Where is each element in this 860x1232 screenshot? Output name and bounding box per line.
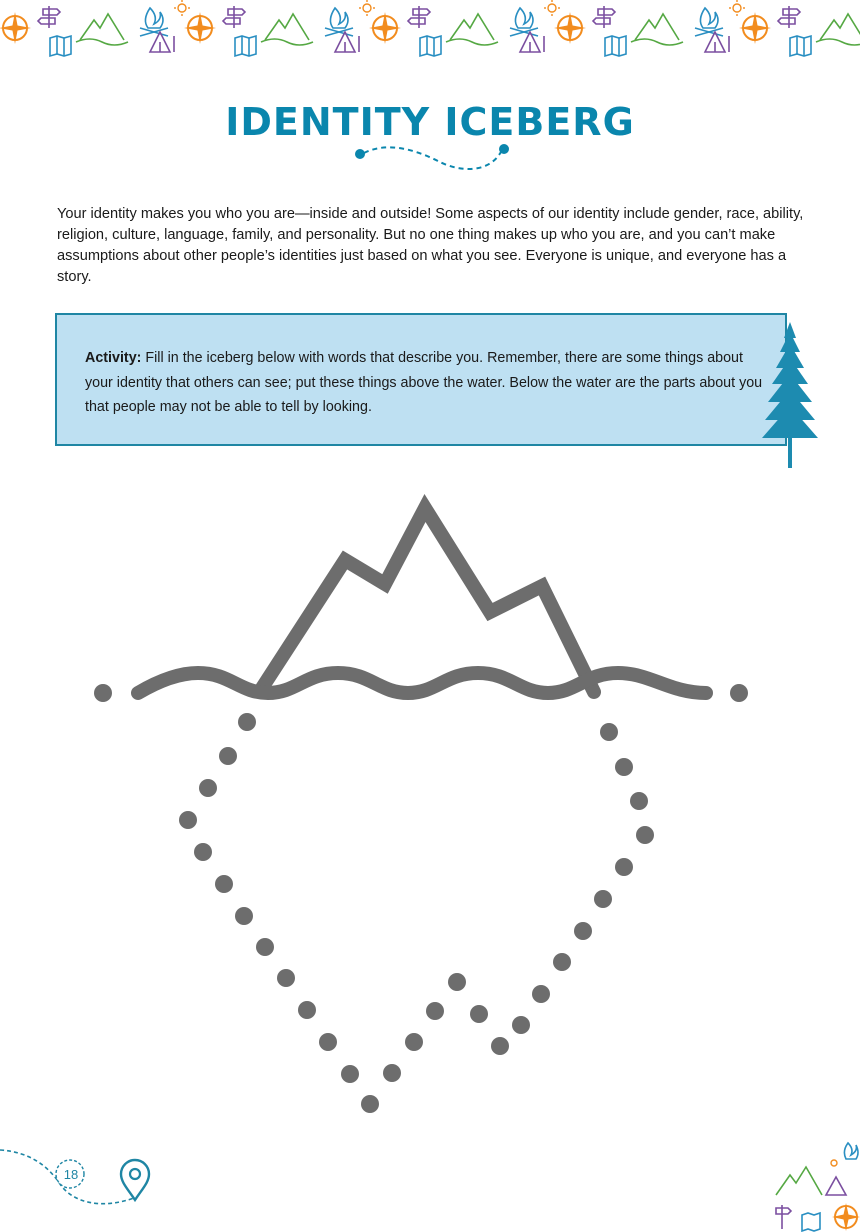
tent-icon [150, 32, 174, 52]
tent-icon [826, 1177, 846, 1195]
activity-instructions [85, 346, 765, 420]
map-icon [802, 1213, 820, 1231]
iceberg-underwater-dots [179, 713, 654, 1113]
location-pin-icon [121, 1160, 149, 1200]
page-number: 18 [63, 1167, 79, 1182]
campfire-icon [140, 8, 168, 36]
iceberg-tip [262, 508, 594, 692]
map-icon [50, 36, 71, 56]
title-swoosh-decoration [350, 140, 510, 180]
mountain-icon [76, 14, 128, 45]
footer-corner-decoration [760, 1135, 860, 1232]
signpost-icon [38, 6, 60, 28]
decorative-top-border [0, 0, 860, 62]
activity-box [55, 313, 787, 446]
water-dot-left [94, 684, 112, 702]
pine-tree-icon [760, 318, 820, 470]
iceberg-outline [80, 490, 770, 1120]
campfire-icon [844, 1143, 858, 1159]
page-title: IDENTITY ICEBERG [225, 100, 635, 144]
activity-text: Fill in the iceberg below with words that describe you. Remember, there are some things about your identity that others can see; put these things above the water. Below the water are the parts about you that people may not be able to tell by looking. [85, 350, 763, 415]
compass-icon [832, 1203, 860, 1231]
sun-icon [831, 1160, 837, 1166]
signpost-icon [776, 1205, 791, 1229]
water-dot-right [730, 684, 748, 702]
intro-paragraph: Your identity makes you who you are—inside and outside! Some aspects of our identity include gender, race, ability, religion, culture, language, family, and personality. But no one thing makes up who you are, and you can’t make assumptions about other people’s identities just based on what you see. Everyone is unique, and everyone has a story. [57, 206, 804, 285]
activity-label: Activity: [85, 350, 142, 366]
mountain-icon [776, 1167, 822, 1195]
sun-icon [174, 0, 190, 16]
water-line [138, 673, 706, 693]
compass-icon [0, 12, 31, 44]
